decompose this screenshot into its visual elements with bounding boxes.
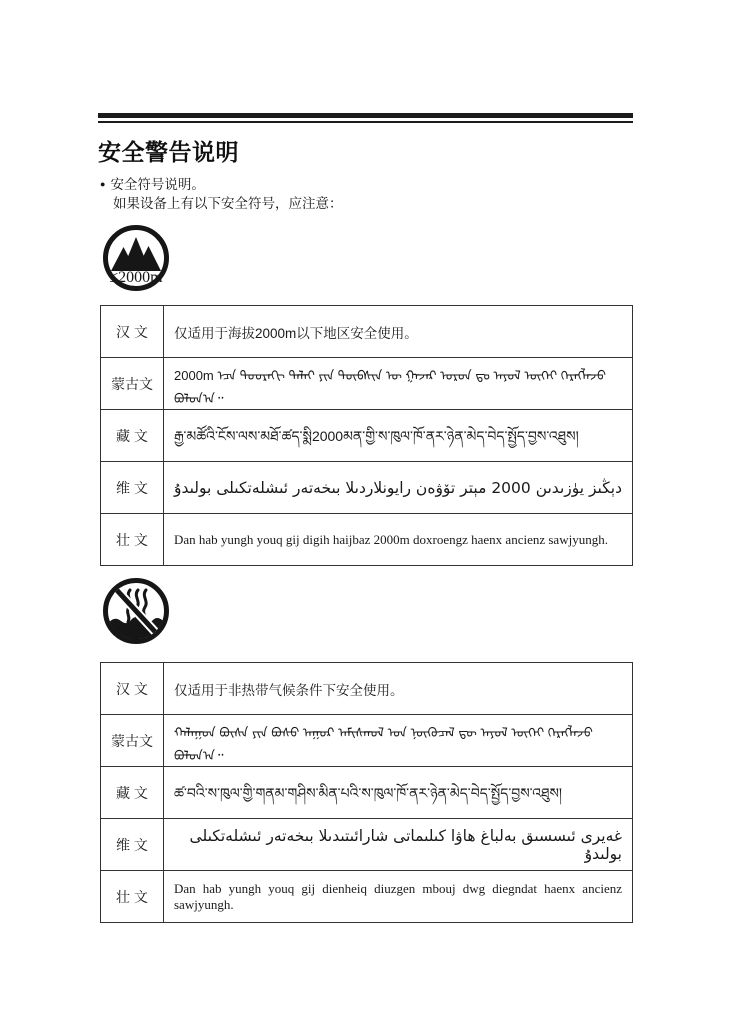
table-row <box>101 306 633 358</box>
safety-note-line-2: 如果设备上有以下安全符号，应注意： <box>113 196 343 211</box>
table-row <box>101 410 633 462</box>
safety-note-line-1: 安全符号说明。 <box>110 177 205 192</box>
language-label-cell: 壮 文 <box>101 514 164 566</box>
translation-text-cell: Dan hab yungh youq gij dienheiq diuzgen mbouj dwg diegndat haenx ancienz sawjyungh. <box>164 871 633 923</box>
language-label-cell: 维 文 <box>101 462 164 514</box>
translation-text-cell: غەيرى ئىسسىق بەلباغ ھاۋا كىلىماتى شارائىتىدىلا بىخەتەر ئىشلەتكىلى بولىدۇ <box>164 819 633 871</box>
non-tropical-climate-icon <box>102 577 170 645</box>
top-rule-thin-line <box>98 121 633 123</box>
language-label-cell: 维 文 <box>101 819 164 871</box>
table-row <box>101 715 633 767</box>
translation-text-cell: ᠬᠠᠯᠠᠭᠤᠨ ᠪᠦᠰᠡ ᠶᠢᠨ ᠪᠤᠰᠤ ᠠᠭᠤᠷ ᠠᠮᠢᠰᠬᠤᠯ ᠤᠨ ᠨᠥᠬᠥᠴᠡᠯ ᠳᠦ ᠠᠶᠤᠯ ᠦᠭᠡᠢ ᠬᠡᠷᠡᠭᠯᠡᠵᠦ ᠪᠣᠯᠤᠨ᠎ᠠ᠃ <box>164 715 633 767</box>
language-label-cell: 壮 文 <box>101 871 164 923</box>
translation-text-cell: Dan hab yungh youq gij digih haijbaz 2000m doxroengz haenx ancienz sawjyungh. <box>164 514 633 566</box>
language-label-cell: 蒙古文 <box>101 358 164 410</box>
language-label-cell: 藏 文 <box>101 767 164 819</box>
altitude-limit-2000m-icon <box>102 224 170 292</box>
bullet-icon: ● <box>100 179 106 189</box>
translation-text-cell: ཚ་བའི་ས་ཁུལ་གྱི་གནམ་གཤིས་མིན་པའི་ས་ཁུལ་ཁོ་ནར་ཉེན་མེད་བེད་སྤྱོད་བྱས་འཐུས། <box>164 767 633 819</box>
table-row <box>101 358 633 410</box>
altitude-limit-label: ≤2000m <box>109 269 163 286</box>
table-row <box>101 514 633 566</box>
translation-text-cell: 仅适用于海拔2000m以下地区安全使用。 <box>164 306 633 358</box>
table-row <box>101 767 633 819</box>
safety-notes <box>100 175 343 213</box>
table-row <box>101 819 633 871</box>
translation-text-cell: 2000m ᠡᠴᠡ ᠳᠣᠣᠷᠠᠬᠢ ᠳᠠᠯᠠᠢ ᠶᠢᠨ ᠲᠦᠪᠰᠢᠨ ᠦ ᠭᠠᠵᠠᠷ ᠣᠷᠣᠨ ᠳᠤ ᠠᠶᠤᠯ ᠦᠭᠡᠢ ᠬᠡᠷᠡᠭᠯᠡᠵᠦ ᠪᠣᠯᠤᠨ᠎ᠠ᠃ <box>164 358 633 410</box>
language-label-cell: 藏 文 <box>101 410 164 462</box>
translation-text-cell: دېڭىز يۈزىدىن 2000 مېتر تۆۋەن رايونلاردىلا بىخەتەر ئىشلەتكىلى بولىدۇ <box>164 462 633 514</box>
climate-warning-table <box>100 662 633 923</box>
page-title: 安全警告说明 <box>98 139 239 165</box>
language-label-cell: 蒙古文 <box>101 715 164 767</box>
language-label-cell: 汉 文 <box>101 663 164 715</box>
translation-text-cell: རྒྱ་མཚོའི་ངོས་ལས་མཐོ་ཚད་སྨི2000མན་གྱི་ས་ཁུལ་ཁོ་ནར་ཉེན་མེད་བེད་སྤྱོད་བྱས་འཐུས། <box>164 410 633 462</box>
translation-text-cell: 仅适用于非热带气候条件下安全使用。 <box>164 663 633 715</box>
table-row <box>101 663 633 715</box>
top-rule <box>98 113 633 123</box>
table-row <box>101 462 633 514</box>
table-row <box>101 871 633 923</box>
language-label-cell: 汉 文 <box>101 306 164 358</box>
altitude-warning-table <box>100 305 633 566</box>
